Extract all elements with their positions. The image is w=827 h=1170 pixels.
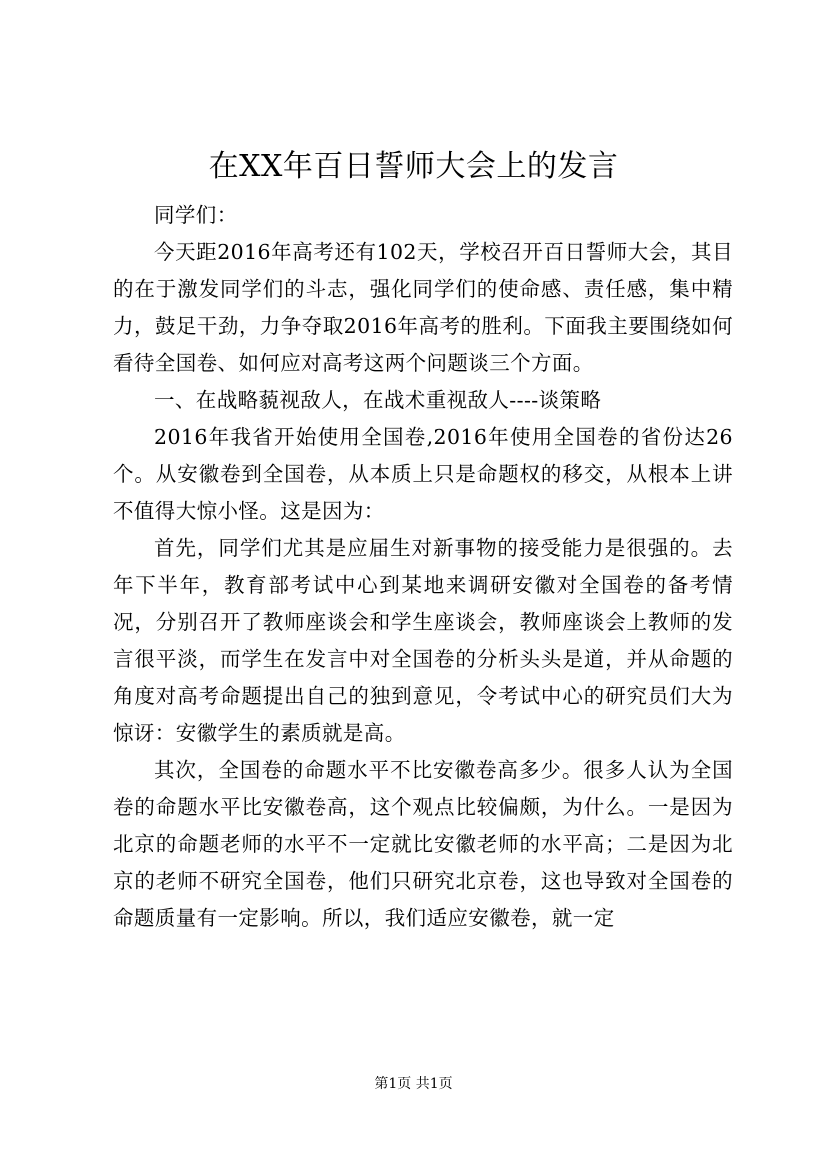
paragraph-second-point: 其次，全国卷的命题水平不比安徽卷高多少。很多人认为全国卷的命题水平比安徽卷高，这个观点比较偏颇，为什么。一是因为北京的命题老师的水平不一定就比安徽老师的水平高；二是因为北京的老师不研究全国卷，他们只研究北京卷，这也导致对全国卷的命题质量有一定影响。所以，我们适应安徽卷，就一定	[113, 758, 733, 930]
document-title: 在XX年百日誓师大会上的发言	[208, 149, 619, 184]
paragraph-first-point: 首先，同学们尤其是应届生对新事物的接受能力是很强的。去年下半年，教育部考试中心到某地来调研安徽对全国卷的备考情况，分别召开了教师座谈会和学生座谈会，教师座谈会上教师的发言很平淡，而学生在发言中对全国卷的分析头头是道，并从命题的角度对高考命题提出自己的独到意见，令考试中心的研究员们大为惊讶：安徽学生的素质就是高。	[113, 536, 733, 745]
paragraph-national-exam: 2016年我省开始使用全国卷,2016年使用全国卷的省份达26个。从安徽卷到全国卷，从本质上只是命题权的移交，从根本上讲不值得大惊小怪。这是因为：	[113, 425, 733, 523]
page-footer: 第1页 共1页	[374, 1076, 453, 1092]
document-body	[113, 197, 733, 937]
paragraph-greeting: 同学们：	[154, 203, 238, 227]
paragraph-intro: 今天距2016年高考还有102天，学校召开百日誓师大会，其目的在于激发同学们的斗志，强化同学们的使命感、责任感，集中精力，鼓足干劲，力争夺取2016年高考的胜利。下面我主要围绕如何看待全国卷、如何应对高考这两个问题谈三个方面。	[113, 240, 733, 375]
section-heading-strategy: 一、在战略藐视敌人，在战术重视敌人----谈策略	[154, 388, 602, 412]
